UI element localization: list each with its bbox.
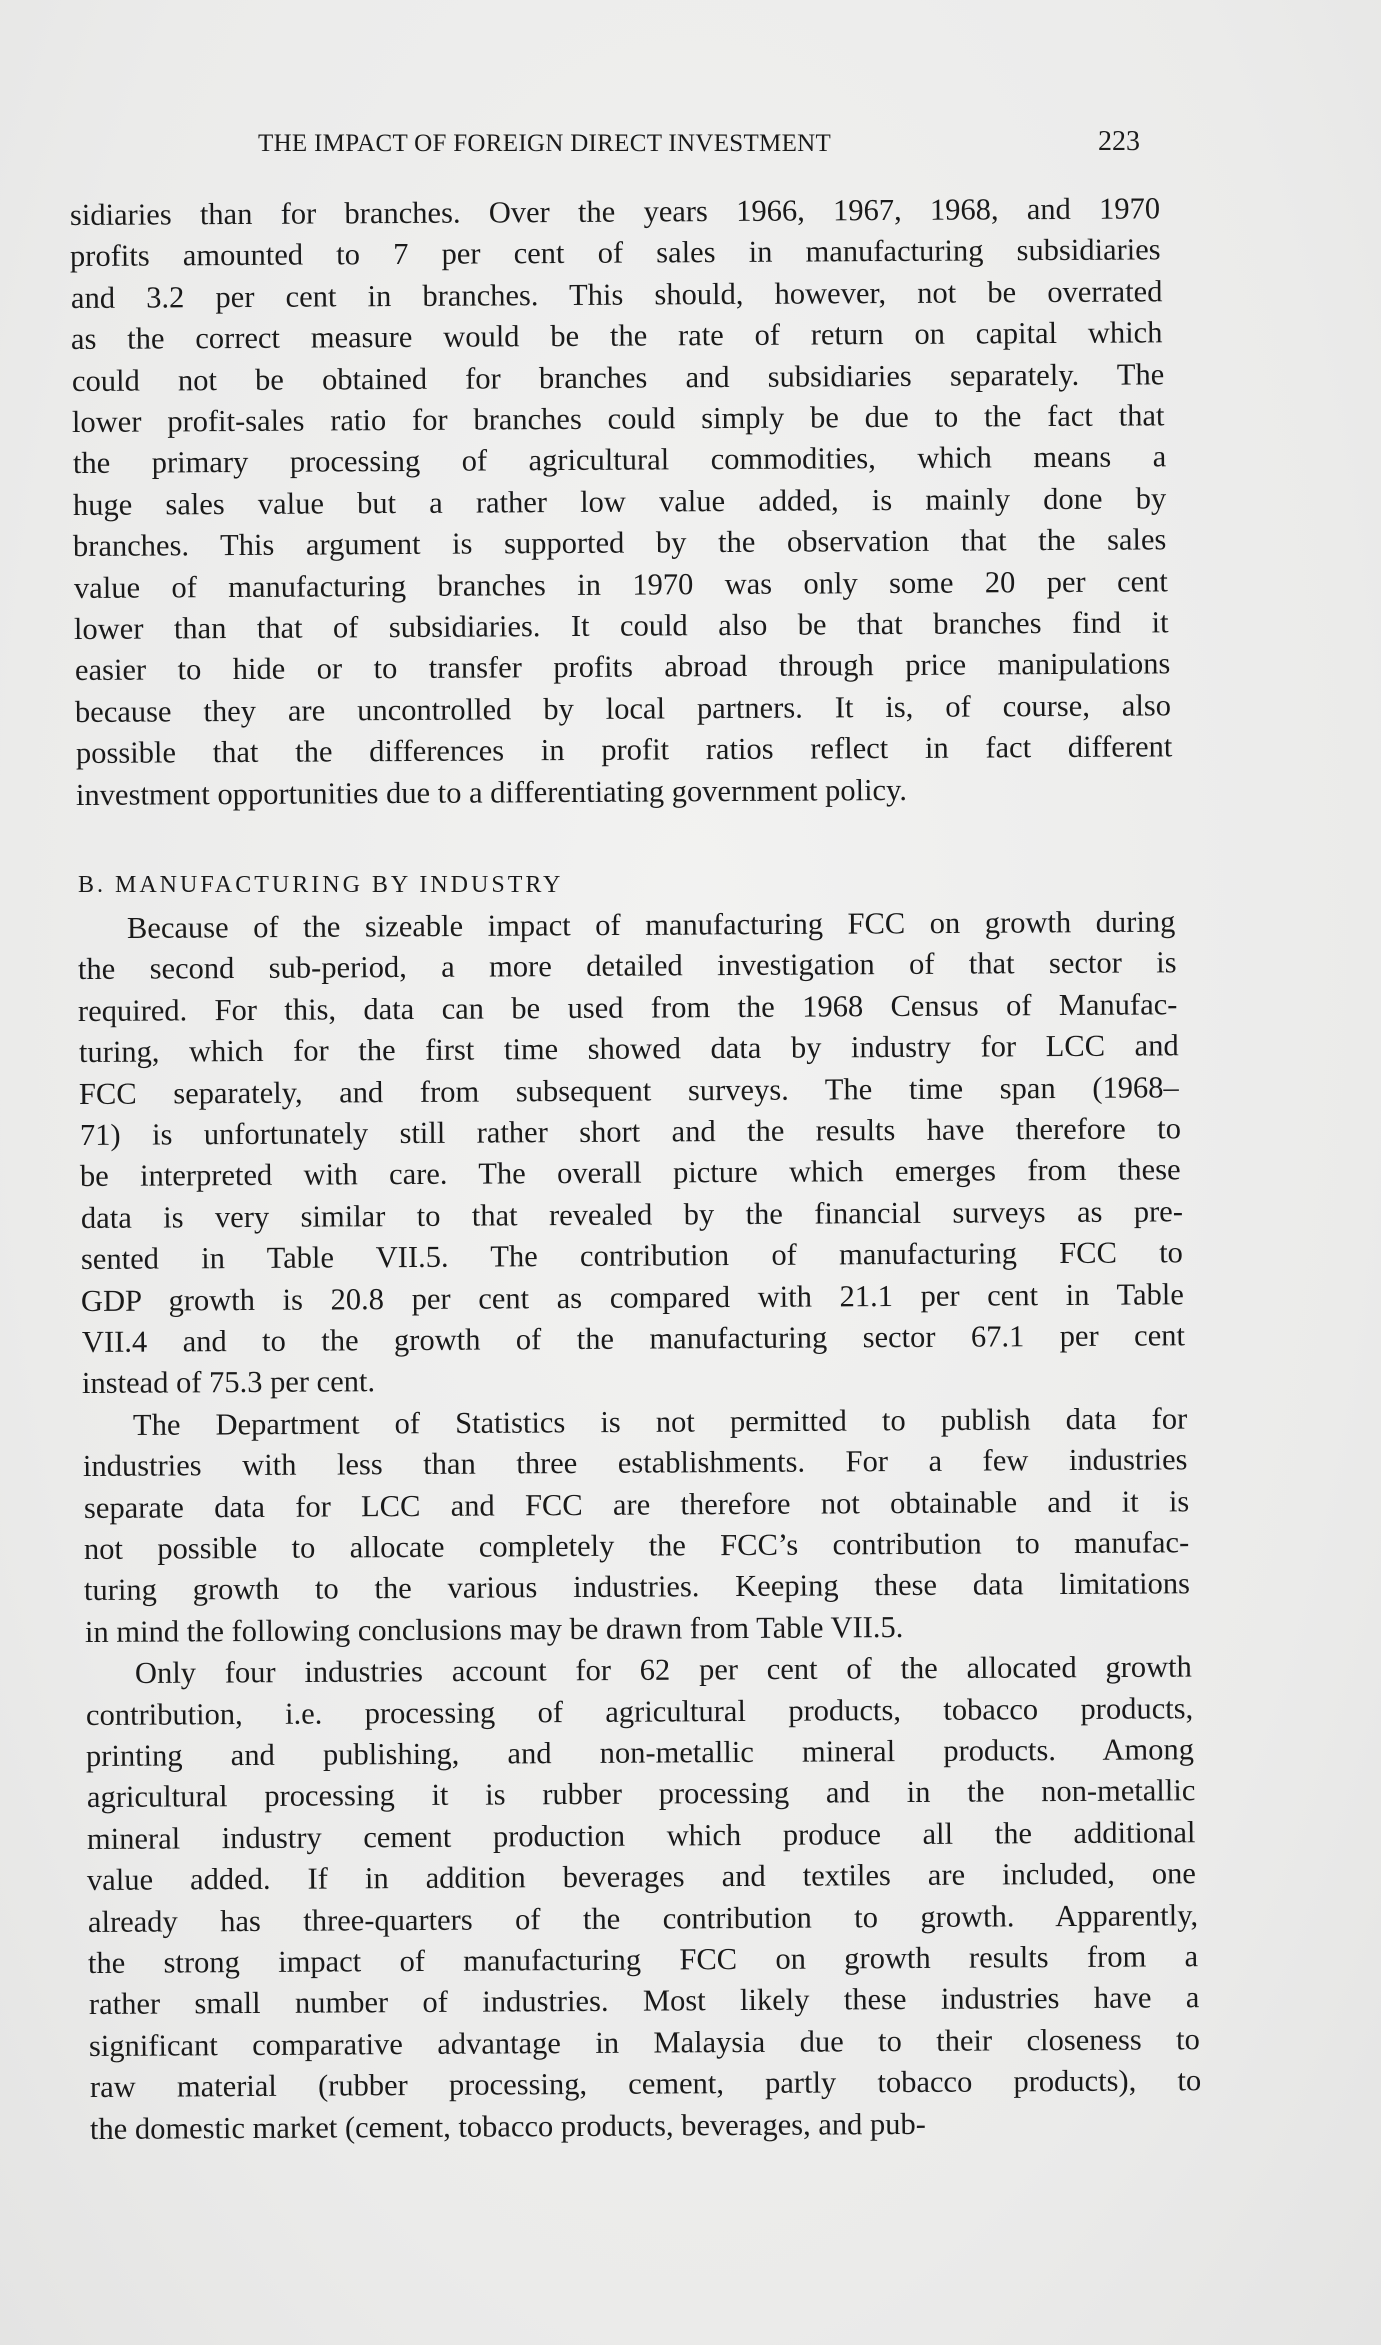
text-line: easier to hide or to transfer profits abroad through price manipulations — [74, 646, 1171, 688]
text-line: sidiaries than for branches. Over the years 1966, 1967, 1968, and 1970 — [69, 191, 1161, 232]
text-line: not possible to allocate completely the FCC’s contribution to manufac- — [83, 1525, 1190, 1566]
text-line: turing growth to the various industries. Keeping these data limitations — [84, 1566, 1191, 1608]
running-head: THE IMPACT OF FOREIGN DIRECT INVESTMENT — [258, 130, 832, 157]
text-line: 71) is unfortunately still rather short and the results have therefore to — [79, 1111, 1181, 1152]
text-line: and 3.2 per cent in branches. This should, however, not be overrated — [70, 274, 1163, 315]
text-line: the second sub-period, a more detailed investigation of that sector is — [77, 945, 1177, 987]
text-line: industries with less than three establishments. For a few industries — [83, 1442, 1188, 1484]
text-line: agricultural processing it is rubber processing and in the non-metallic — [86, 1773, 1196, 1815]
text-line: data is very similar to that revealed by the financial surveys as pre- — [80, 1194, 1183, 1235]
text-line: already has three-quarters of the contribution to growth. Apparently, — [87, 1897, 1199, 1939]
text-line: separate data for LCC and FCC are therefore not obtainable and it is — [83, 1483, 1189, 1525]
text-line: significant comparative advantage in Malaysia due to their closeness to — [89, 2022, 1201, 2063]
text-line: required. For this, data can be used from the 1968 Census of Manufac- — [78, 987, 1178, 1028]
text-line: in mind the following conclusions may be drawn from Table VII.5. — [84, 1609, 904, 1649]
text-line: the strong impact of manufacturing FCC on growth results from a — [88, 1939, 1199, 1980]
text-line: profits amounted to 7 per cent of sales in manufacturing subsidiaries — [70, 232, 1162, 274]
text-line: because they are uncontrolled by local partners. It is, of course, also — [75, 688, 1172, 729]
text-line: VII.4 and to the growth of the manufacturing sector 67.1 per cent — [81, 1318, 1185, 1359]
text-line: turing, which for the first time showed data by industry for LCC and — [78, 1028, 1179, 1070]
text-line: rather small number of industries. Most likely these industries have a — [88, 1980, 1200, 2022]
text-line: huge sales value but a rather low value added, is mainly done by — [72, 481, 1167, 522]
text-line: The Department of Statistics is not permitted to publish data for — [132, 1401, 1187, 1442]
text-line: the primary processing of agricultural commodities, which means a — [72, 439, 1166, 481]
text-line: contribution, i.e. processing of agricultural products, tobacco products, — [85, 1690, 1194, 1732]
text-line: be interpreted with care. The overall picture which emerges from these — [79, 1152, 1181, 1194]
text-line: value of manufacturing branches in 1970 was only some 20 per cent — [73, 563, 1168, 605]
text-line: Only four industries account for 62 per cent of the allocated growth — [135, 1649, 1193, 1691]
text-line: could not be obtained for branches and subsidiaries separately. The — [71, 356, 1165, 398]
text-line: GDP growth is 20.8 per cent as compared with 21.1 per cent in Table — [81, 1276, 1185, 1318]
text-line: the domestic market (cement, tobacco products, beverages, and pub- — [89, 2106, 927, 2146]
text-line: raw material (rubber processing, cement, partly tobacco products), to — [89, 2063, 1201, 2105]
text-line: mineral industry cement production which produce all the additional — [86, 1815, 1196, 1856]
text-line: investment opportunities due to a differentiating government policy. — [75, 772, 908, 812]
text-line: printing and publishing, and non-metallic mineral products. Among — [86, 1732, 1195, 1773]
text-line: possible that the differences in profit ratios reflect in fact different — [75, 729, 1173, 771]
text-line: lower profit-sales ratio for branches could simply be due to the fact that — [72, 398, 1165, 439]
text-line: as the correct measure would be the rate of return on capital which — [71, 315, 1163, 357]
page-number: 223 — [1098, 126, 1140, 157]
text-line: branches. This argument is supported by the observation that the sales — [73, 522, 1167, 564]
text-line: value added. If in addition beverages and textiles are included, one — [87, 1856, 1197, 1898]
text-line: lower than that of subsidiaries. It could also be that branches find it — [74, 605, 1169, 646]
text-line: instead of 75.3 per cent. — [82, 1364, 376, 1401]
text-line: Because of the sizeable impact of manufacturing FCC on growth during — [127, 904, 1176, 945]
section-heading: B. MANUFACTURING BY INDUSTRY — [78, 872, 564, 898]
text-line: FCC separately, and from subsequent surveys. The time span (1968– — [79, 1069, 1180, 1111]
text-line: sented in Table VII.5. The contribution of manufacturing FCC to — [80, 1235, 1183, 1277]
